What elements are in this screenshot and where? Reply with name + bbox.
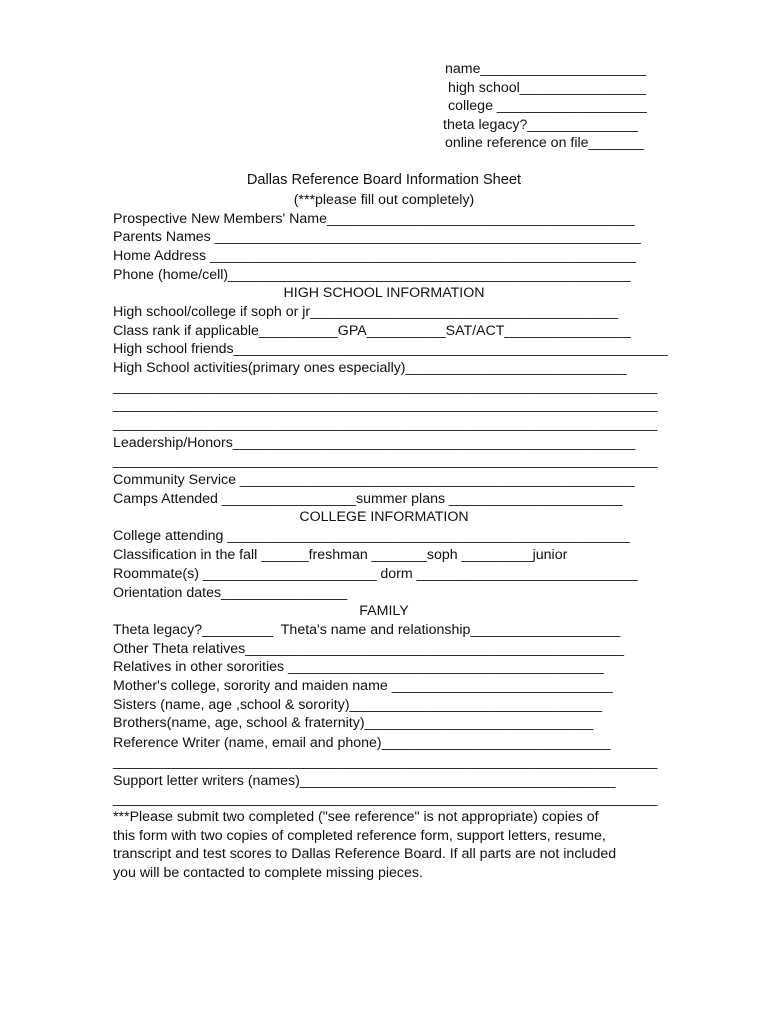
leadership-blank-line[interactable]: _____________________________________________________________________ (113, 453, 658, 469)
theta-legacy-field[interactable]: Theta legacy?_________ Theta's name and relationship___________________ (113, 622, 621, 638)
activities-blank-line[interactable]: _____________________________________________________________________ (113, 379, 658, 395)
parents-names-field[interactable]: Parents Names ______________________________________________________ (113, 229, 641, 245)
corner-theta-legacy-field[interactable]: theta legacy?______________ (443, 117, 638, 133)
reference-writer-field[interactable]: Reference Writer (name, email and phone)_____________________________ (113, 735, 611, 751)
other-theta-relatives-field[interactable]: Other Theta relatives________________________________________________ (113, 641, 624, 657)
brothers-field[interactable]: Brothers(name, age, school & fraternity)_____________________________ (113, 715, 594, 731)
relatives-other-sororities-field[interactable]: Relatives in other sororities ________________________________________ (113, 659, 604, 675)
roommate-dorm-field[interactable]: Roommate(s) ______________________ dorm ____________________________ (113, 566, 638, 582)
support-letter-writers-field[interactable]: Support letter writers (names)________________________________________ (113, 773, 616, 789)
pnm-name-field[interactable]: Prospective New Members' Name_______________________________________ (113, 211, 635, 227)
camps-summer-plans-field[interactable]: Camps Attended _________________summer plans ______________________ (113, 491, 623, 507)
orientation-dates-field[interactable]: Orientation dates________________ (113, 585, 348, 601)
high-school-field[interactable]: High school/college if soph or jr_______________________________________ (113, 304, 618, 320)
college-section-header: COLLEGE INFORMATION (299, 509, 469, 525)
community-service-field[interactable]: Community Service __________________________________________________ (113, 472, 635, 488)
support-writers-blank-line[interactable]: _____________________________________________________________________ (113, 791, 658, 807)
high-school-friends-field[interactable]: High school friends_______________________________________________________ (113, 341, 668, 357)
family-section-header: FAMILY (359, 603, 409, 619)
high-school-section-header: HIGH SCHOOL INFORMATION (283, 285, 485, 301)
submission-instructions: ***Please submit two completed ("see reference" is not appropriate) copies of this form with two copies of completed reference form, support letters, resume, transcript and test scores to Dallas Reference Board. If all parts are not included you will be contacted to complete missing pieces. (113, 809, 617, 881)
page-title: Dallas Reference Board Information Sheet (246, 172, 522, 188)
classification-field[interactable]: Classification in the fall ______freshman _______soph _________junior (113, 547, 568, 563)
activities-blank-line[interactable]: _____________________________________________________________________ (113, 397, 658, 413)
class-rank-gpa-sat-field[interactable]: Class rank if applicable__________GPA__________SAT/ACT________________ (113, 323, 631, 339)
corner-online-reference-field[interactable]: online reference on file_______ (445, 135, 644, 151)
leadership-honors-field[interactable]: Leadership/Honors___________________________________________________ (113, 435, 636, 451)
home-address-field[interactable]: Home Address ______________________________________________________ (113, 248, 637, 264)
corner-college-field[interactable]: college ___________________ (448, 98, 647, 114)
phone-field[interactable]: Phone (home/cell)___________________________________________________ (113, 267, 631, 283)
reference-writer-blank-line[interactable]: _____________________________________________________________________ (113, 754, 658, 770)
mother-college-field[interactable]: Mother's college, sorority and maiden name ____________________________ (113, 678, 613, 694)
activities-blank-line[interactable]: _____________________________________________________________________ (113, 416, 658, 432)
sisters-field[interactable]: Sisters (name, age ,school & sorority)________________________________ (113, 697, 603, 713)
high-school-activities-field[interactable]: High School activities(primary ones especially)____________________________ (113, 360, 627, 376)
corner-name-field[interactable]: name_____________________ (445, 61, 647, 77)
page-subtitle: (***please fill out completely) (293, 192, 475, 208)
college-attending-field[interactable]: College attending ___________________________________________________ (113, 528, 630, 544)
corner-high-school-field[interactable]: high school________________ (448, 80, 647, 96)
